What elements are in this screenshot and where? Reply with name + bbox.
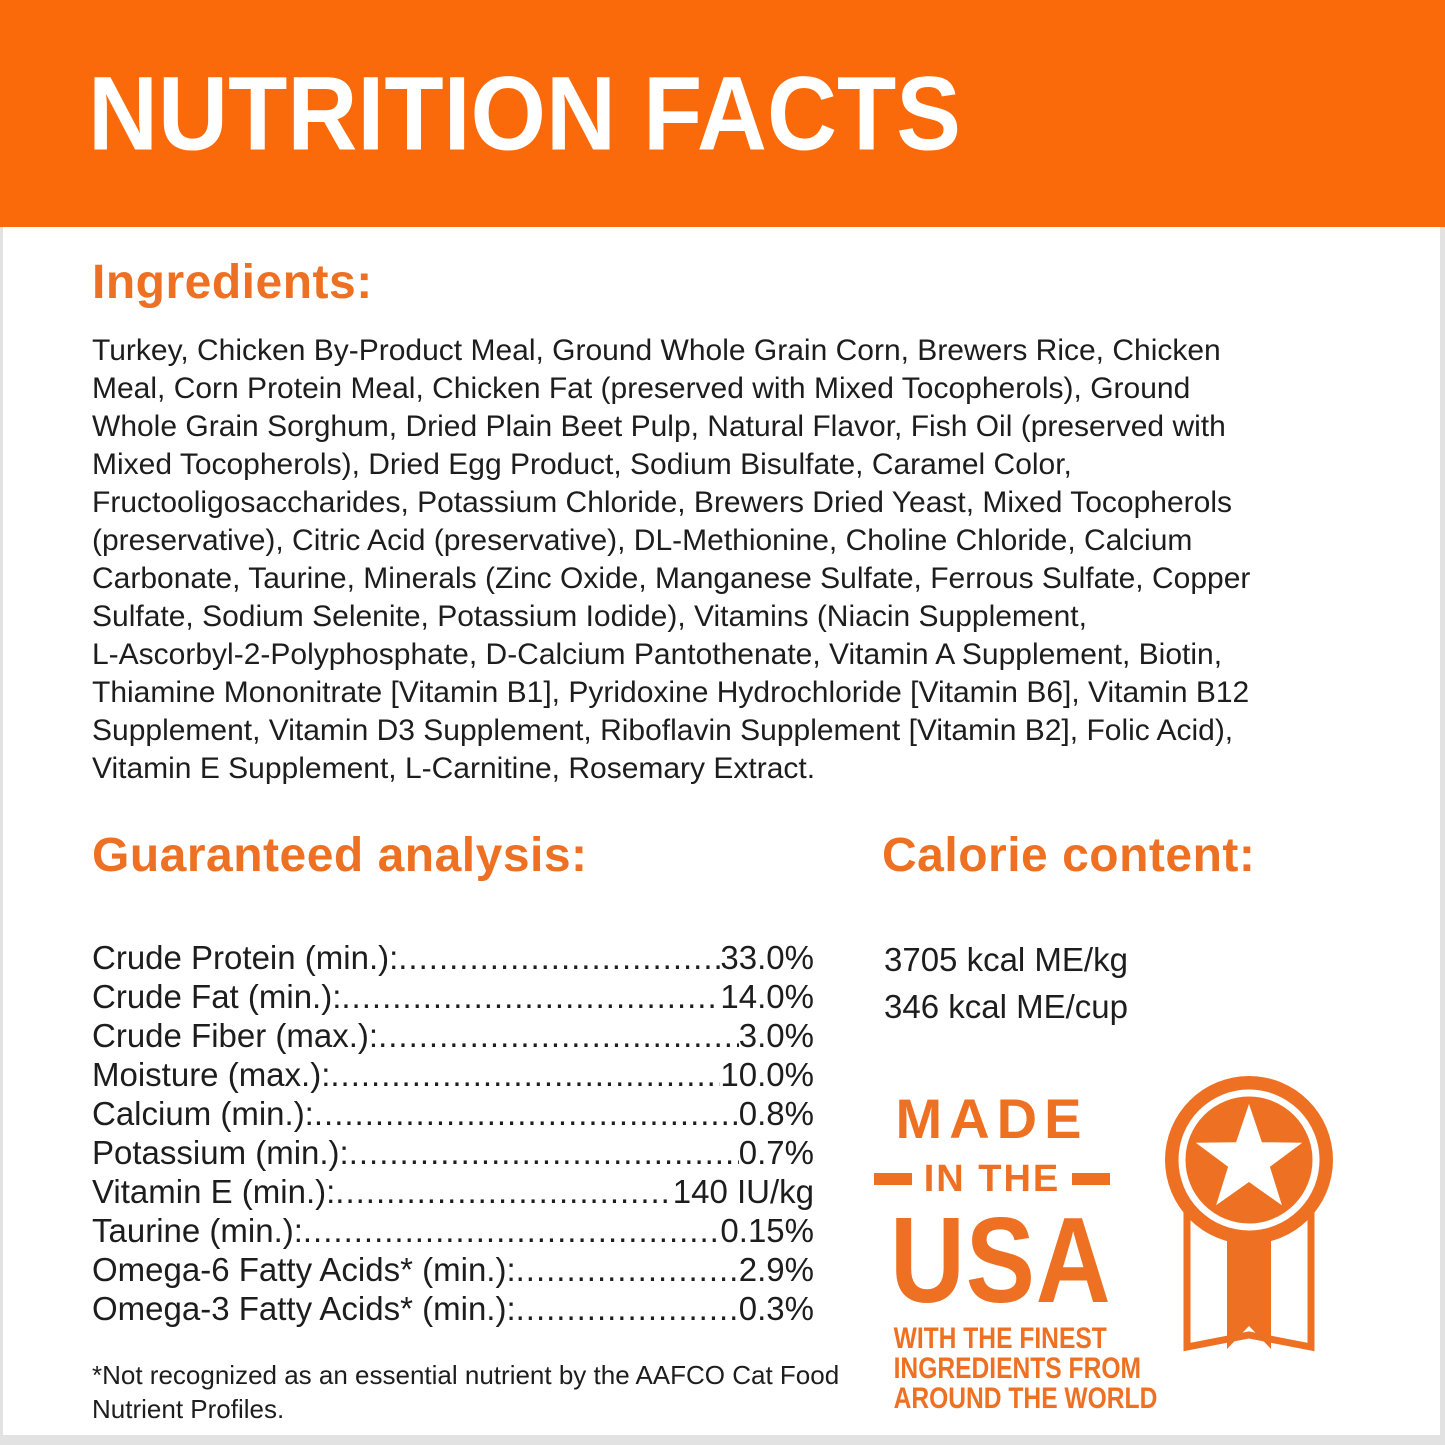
analysis-label: Crude Fiber (max.): (92, 1017, 379, 1054)
dot-leader (303, 1211, 721, 1250)
ingredients-line: Meal, Corn Protein Meal, Chicken Fat (preserved with Mixed Tocopherols), Ground (92, 372, 1191, 405)
analysis-label: Crude Protein (min.): (92, 939, 399, 976)
calorie-line: 3705 kcal ME/kg (884, 941, 1128, 978)
guaranteed-analysis-table (92, 938, 814, 1328)
analysis-row (92, 1094, 814, 1133)
ingredients-heading: Ingredients: (92, 256, 373, 309)
analysis-value: 14.0% (720, 978, 814, 1015)
usa-text: USA (890, 1192, 1112, 1328)
dot-leader (516, 1289, 739, 1328)
dot-leader (335, 1172, 672, 1211)
analysis-value: 0.15% (720, 1212, 814, 1249)
analysis-value: 3.0% (738, 1017, 814, 1054)
ingredients-line: L-Ascorbyl-2-Polyphosphate, D-Calcium Pantothenate, Vitamin A Supplement, Biotin, (92, 638, 1223, 671)
page-edge-right (1440, 227, 1445, 1445)
dot-leader (516, 1250, 739, 1289)
analysis-row (92, 1016, 814, 1055)
footnote-line: Nutrient Profiles. (92, 1394, 285, 1424)
dot-leader (398, 938, 720, 977)
dash-left (874, 1173, 912, 1185)
ingredients-line: Sulfate, Sodium Selenite, Potassium Iodide), Vitamins (Niacin Supplement, (92, 600, 1087, 633)
analysis-row (92, 1172, 814, 1211)
page-title: NUTRITION FACTS (88, 54, 961, 172)
ingredients-line: Turkey, Chicken By-Product Meal, Ground Whole Grain Corn, Brewers Rice, Chicken (92, 334, 1221, 367)
ingredients-line: Whole Grain Sorghum, Dried Plain Beet Pulp, Natural Flavor, Fish Oil (preserved with (92, 410, 1226, 443)
analysis-value: 2.9% (738, 1251, 814, 1288)
analysis-label: Omega-6 Fatty Acids* (min.): (92, 1251, 516, 1288)
badge-sub-text (872, 1322, 1158, 1415)
dot-leader (314, 1094, 739, 1133)
dot-leader (349, 1133, 739, 1172)
analysis-row (92, 977, 814, 1016)
badge-subline: INGREDIENTS FROM (893, 1352, 1141, 1385)
analysis-label: Calcium (min.): (92, 1095, 314, 1132)
page-edge-bottom (0, 1435, 1445, 1445)
ingredients-line: Thiamine Mononitrate [Vitamin B1], Pyridoxine Hydrochloride [Vitamin B6], Vitamin B12 (92, 676, 1250, 709)
badge-subline: WITH THE FINEST (893, 1322, 1107, 1355)
footnote-line: *Not recognized as an essential nutrient by the AAFCO Cat Food (92, 1360, 840, 1390)
analysis-value: 0.7% (738, 1134, 814, 1171)
calorie-content-heading: Calorie content: (882, 829, 1256, 882)
analysis-row (92, 938, 814, 977)
nutrition-facts-banner (0, 0, 1445, 227)
analysis-value: 0.3% (738, 1290, 814, 1327)
dot-leader (378, 1016, 739, 1055)
badge-subline: AROUND THE WORLD (893, 1382, 1158, 1415)
ingredients-text (92, 332, 1402, 788)
made-text: MADE (895, 1087, 1089, 1150)
analysis-row (92, 1250, 814, 1289)
ingredients-line: (preservative), Citric Acid (preservative), DL-Methionine, Choline Chloride, Calcium (92, 524, 1193, 557)
guaranteed-analysis-heading: Guaranteed analysis: (92, 829, 588, 882)
ingredients-line: Carbonate, Taurine, Minerals (Zinc Oxide, Manganese Sulfate, Ferrous Sulfate, Copper (92, 562, 1251, 595)
dot-leader (341, 977, 720, 1016)
ingredients-line: Supplement, Vitamin D3 Supplement, Riboflavin Supplement [Vitamin B2], Folic Acid), (92, 714, 1234, 747)
ingredients-line: Mixed Tocopherols), Dried Egg Product, Sodium Bisulfate, Caramel Color, (92, 448, 1072, 481)
in-the-text: IN THE (923, 1158, 1061, 1200)
analysis-label: Taurine (min.): (92, 1212, 303, 1249)
ingredients-line: Fructooligosaccharides, Potassium Chloride, Brewers Dried Yeast, Mixed Tocopherols (92, 486, 1232, 519)
analysis-row (92, 1133, 814, 1172)
footnote-text (92, 1358, 839, 1426)
award-ribbon-icon (1149, 1057, 1349, 1367)
analysis-label: Potassium (min.): (92, 1134, 349, 1171)
analysis-row (92, 1289, 814, 1328)
dot-leader (330, 1055, 720, 1094)
analysis-row (92, 1211, 814, 1250)
analysis-label: Moisture (max.): (92, 1056, 331, 1093)
analysis-label: Vitamin E (min.): (92, 1173, 336, 1210)
analysis-row (92, 1055, 814, 1094)
analysis-value: 140 IU/kg (672, 1173, 814, 1210)
analysis-label: Omega-3 Fatty Acids* (min.): (92, 1290, 516, 1327)
made-in-usa-text (872, 1087, 1158, 1415)
page-edge-left (0, 227, 3, 1445)
dash-right (1072, 1173, 1110, 1185)
calorie-content-values (884, 936, 1128, 1030)
calorie-line: 346 kcal ME/cup (884, 988, 1128, 1025)
analysis-value: 0.8% (738, 1095, 814, 1132)
analysis-value: 33.0% (720, 939, 814, 976)
analysis-label: Crude Fat (min.): (92, 978, 342, 1015)
ingredients-line: Vitamin E Supplement, L-Carnitine, Rosemary Extract. (92, 752, 816, 785)
analysis-value: 10.0% (720, 1056, 814, 1093)
